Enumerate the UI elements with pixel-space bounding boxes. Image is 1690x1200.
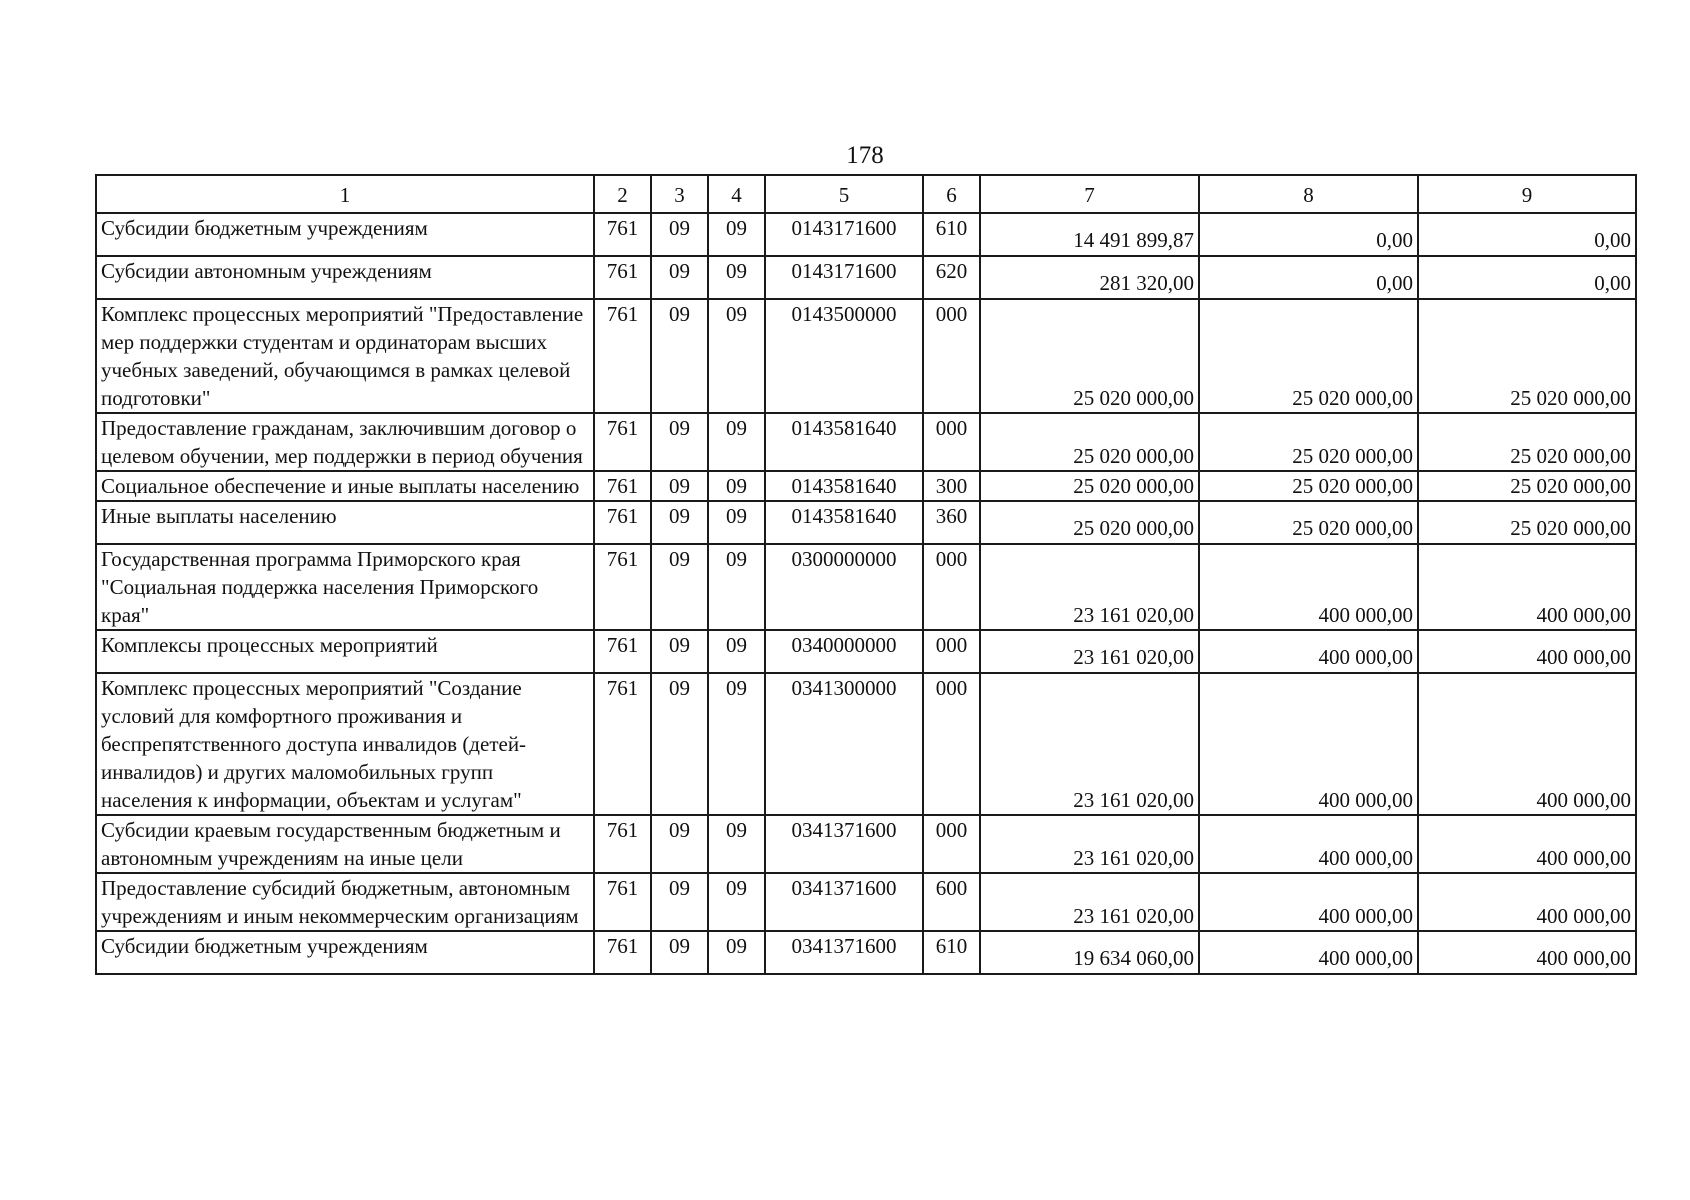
table-row (96, 815, 1636, 873)
table-row (96, 931, 1636, 974)
code-expense-type: 620 (923, 256, 980, 299)
amount-col9: 400 000,00 (1418, 673, 1636, 815)
code-subsection: 09 (708, 544, 765, 630)
amount-col9: 25 020 000,00 (1418, 471, 1636, 501)
amount-col8: 0,00 (1199, 213, 1418, 256)
amount-col9: 400 000,00 (1418, 630, 1636, 673)
code-expense-type: 610 (923, 213, 980, 256)
code-expense-type: 300 (923, 471, 980, 501)
code-subsection: 09 (708, 815, 765, 873)
code-target: 0341371600 (765, 815, 923, 873)
row-name: Субсидии краевым государственным бюджетным и автономным учреждениям на иные цели (96, 815, 594, 873)
code-target: 0340000000 (765, 630, 923, 673)
table-row (96, 673, 1636, 815)
table-row (96, 471, 1636, 501)
code-subsection: 09 (708, 413, 765, 471)
code-ministry: 761 (594, 256, 651, 299)
header-cell: 6 (923, 175, 980, 213)
amount-col8: 0,00 (1199, 256, 1418, 299)
header-cell: 3 (651, 175, 708, 213)
amount-col9: 400 000,00 (1418, 931, 1636, 974)
code-expense-type: 610 (923, 931, 980, 974)
code-target: 0143500000 (765, 299, 923, 413)
code-ministry: 761 (594, 630, 651, 673)
code-expense-type: 360 (923, 501, 980, 544)
header-cell: 8 (1199, 175, 1418, 213)
amount-col8: 400 000,00 (1199, 815, 1418, 873)
code-subsection: 09 (708, 471, 765, 501)
table-row (96, 299, 1636, 413)
code-target: 0143581640 (765, 501, 923, 544)
row-name: Комплексы процессных мероприятий (96, 630, 594, 673)
code-subsection: 09 (708, 501, 765, 544)
header-cell: 4 (708, 175, 765, 213)
code-target: 0143581640 (765, 413, 923, 471)
row-name: Предоставление субсидий бюджетным, автономным учреждениям и иным некоммерческим организациям (96, 873, 594, 931)
code-section: 09 (651, 413, 708, 471)
code-target: 0341300000 (765, 673, 923, 815)
code-target: 0341371600 (765, 873, 923, 931)
amount-col7: 23 161 020,00 (980, 544, 1199, 630)
code-section: 09 (651, 213, 708, 256)
amount-col8: 400 000,00 (1199, 630, 1418, 673)
code-ministry: 761 (594, 213, 651, 256)
amount-col9: 0,00 (1418, 213, 1636, 256)
table-row (96, 413, 1636, 471)
code-ministry: 761 (594, 673, 651, 815)
amount-col7: 25 020 000,00 (980, 299, 1199, 413)
amount-col9: 25 020 000,00 (1418, 413, 1636, 471)
amount-col7: 23 161 020,00 (980, 630, 1199, 673)
code-section: 09 (651, 471, 708, 501)
code-ministry: 761 (594, 815, 651, 873)
code-subsection: 09 (708, 673, 765, 815)
row-name: Государственная программа Приморского края "Социальная поддержка населения Приморского края" (96, 544, 594, 630)
code-ministry: 761 (594, 873, 651, 931)
row-name: Субсидии бюджетным учреждениям (96, 213, 594, 256)
code-subsection: 09 (708, 299, 765, 413)
row-name: Субсидии автономным учреждениям (96, 256, 594, 299)
code-expense-type: 000 (923, 299, 980, 413)
amount-col8: 25 020 000,00 (1199, 413, 1418, 471)
code-target: 0143171600 (765, 213, 923, 256)
code-ministry: 761 (594, 931, 651, 974)
code-section: 09 (651, 873, 708, 931)
amount-col7: 23 161 020,00 (980, 815, 1199, 873)
row-name: Комплекс процессных мероприятий "Предоставление мер поддержки студентам и ординаторам высших учебных заведений, обучающимся в рамках целевой подготовки" (96, 299, 594, 413)
amount-col7: 281 320,00 (980, 256, 1199, 299)
table-row (96, 213, 1636, 256)
amount-col9: 0,00 (1418, 256, 1636, 299)
row-name: Предоставление гражданам, заключившим договор о целевом обучении, мер поддержки в период обучения (96, 413, 594, 471)
code-ministry: 761 (594, 544, 651, 630)
amount-col8: 400 000,00 (1199, 931, 1418, 974)
table-row (96, 256, 1636, 299)
header-cell: 5 (765, 175, 923, 213)
code-subsection: 09 (708, 931, 765, 974)
code-expense-type: 600 (923, 873, 980, 931)
amount-col8: 400 000,00 (1199, 544, 1418, 630)
code-section: 09 (651, 673, 708, 815)
code-subsection: 09 (708, 213, 765, 256)
amount-col8: 25 020 000,00 (1199, 501, 1418, 544)
table-row (96, 501, 1636, 544)
code-section: 09 (651, 256, 708, 299)
header-cell: 9 (1418, 175, 1636, 213)
row-name: Субсидии бюджетным учреждениям (96, 931, 594, 974)
amount-col7: 25 020 000,00 (980, 413, 1199, 471)
code-section: 09 (651, 544, 708, 630)
amount-col9: 25 020 000,00 (1418, 299, 1636, 413)
code-expense-type: 000 (923, 544, 980, 630)
page-number: 178 (846, 142, 884, 169)
code-section: 09 (651, 931, 708, 974)
code-section: 09 (651, 501, 708, 544)
row-name: Социальное обеспечение и иные выплаты населению (96, 471, 594, 501)
amount-col8: 400 000,00 (1199, 673, 1418, 815)
amount-col7: 19 634 060,00 (980, 931, 1199, 974)
table-row (96, 873, 1636, 931)
header-cell: 1 (96, 175, 594, 213)
code-ministry: 761 (594, 471, 651, 501)
code-ministry: 761 (594, 501, 651, 544)
code-target: 0143581640 (765, 471, 923, 501)
table-header-row (96, 175, 1636, 213)
table-row (96, 630, 1636, 673)
amount-col9: 400 000,00 (1418, 544, 1636, 630)
code-expense-type: 000 (923, 413, 980, 471)
amount-col9: 25 020 000,00 (1418, 501, 1636, 544)
amount-col7: 25 020 000,00 (980, 471, 1199, 501)
code-ministry: 761 (594, 299, 651, 413)
code-target: 0143171600 (765, 256, 923, 299)
amount-col7: 14 491 899,87 (980, 213, 1199, 256)
code-target: 0300000000 (765, 544, 923, 630)
code-expense-type: 000 (923, 673, 980, 815)
amount-col8: 400 000,00 (1199, 873, 1418, 931)
code-subsection: 09 (708, 630, 765, 673)
amount-col9: 400 000,00 (1418, 815, 1636, 873)
header-cell: 7 (980, 175, 1199, 213)
table-row (96, 544, 1636, 630)
amount-col8: 25 020 000,00 (1199, 299, 1418, 413)
amount-col7: 25 020 000,00 (980, 501, 1199, 544)
code-expense-type: 000 (923, 630, 980, 673)
code-section: 09 (651, 630, 708, 673)
code-target: 0341371600 (765, 931, 923, 974)
code-subsection: 09 (708, 256, 765, 299)
budget-table (95, 174, 1637, 975)
code-ministry: 761 (594, 413, 651, 471)
row-name: Комплекс процессных мероприятий "Создание условий для комфортного проживания и беспрепятственного доступа инвалидов (детей-инвалидов) и других маломобильных групп населения к информации, объектам и услугам" (96, 673, 594, 815)
code-subsection: 09 (708, 873, 765, 931)
header-cell: 2 (594, 175, 651, 213)
row-name: Иные выплаты населению (96, 501, 594, 544)
amount-col8: 25 020 000,00 (1199, 471, 1418, 501)
code-section: 09 (651, 815, 708, 873)
amount-col9: 400 000,00 (1418, 873, 1636, 931)
amount-col7: 23 161 020,00 (980, 873, 1199, 931)
code-expense-type: 000 (923, 815, 980, 873)
code-section: 09 (651, 299, 708, 413)
amount-col7: 23 161 020,00 (980, 673, 1199, 815)
